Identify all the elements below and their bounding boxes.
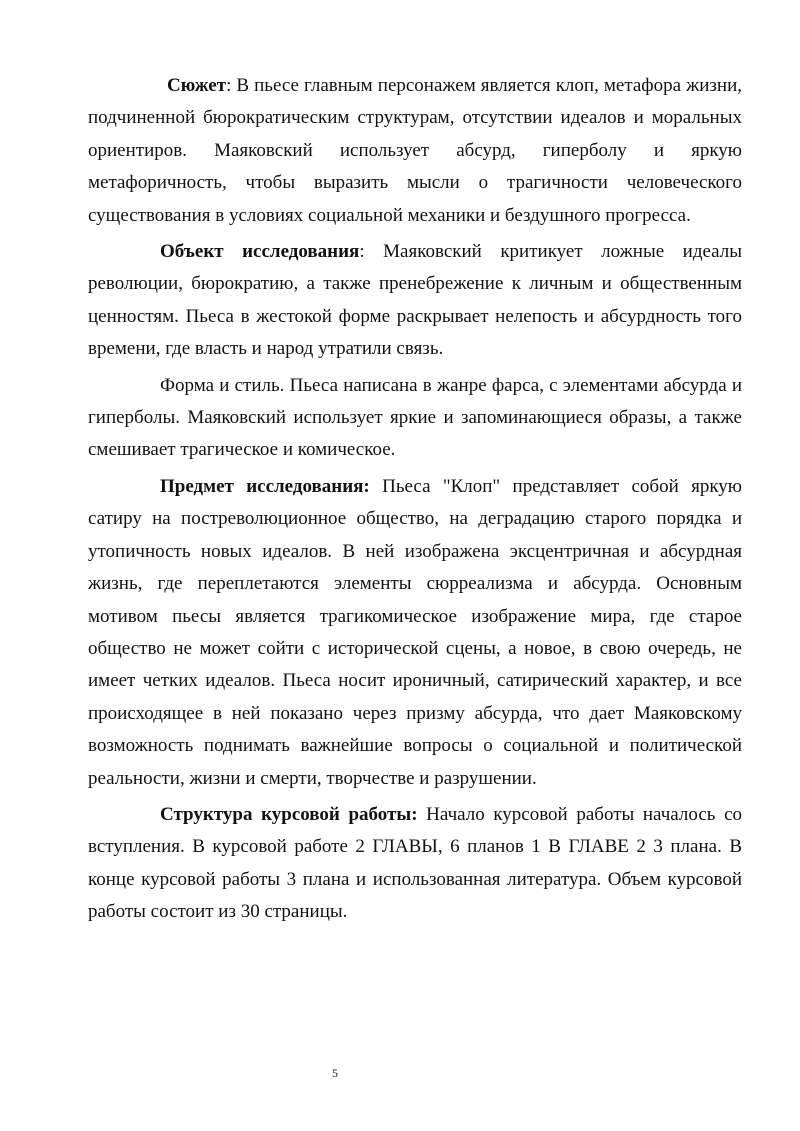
- paragraph-form-style: [88, 370, 742, 467]
- paragraph-structure: [88, 799, 742, 929]
- paragraph-research-subject: [88, 471, 742, 795]
- page-number: 5: [332, 1066, 338, 1080]
- paragraph-research-object: [88, 236, 742, 366]
- text-plot: : В пьесе главным персонажем является клоп, метафора жизни, подчиненной бюрократическим структурам, отсутствии идеалов и моральных ориентиров. Маяковский использует абсурд, гиперболу и яркую метафоричность, чтобы выразить мысли о трагичности человеческого существования в условиях социальной механики и бездушного прогресса.: [88, 75, 742, 226]
- page-body: [88, 70, 742, 929]
- text-research-subject: Пьеса "Клоп" представляет собой яркую сатиру на постреволюционное общество, на деградацию старого порядка и утопичность новых идеалов. В ней изображена эксцентричная и абсурдная жизнь, где переплетаются элементы сюрреализма и абсурда. Основным мотивом пьесы является трагикомическое изображение мира, где старое общество не может сойти с исторической сцены, а новое, в свою очередь, не имеет четких идеалов. Пьеса носит ироничный, сатирический характер, и все происходящее в ней показано через призму абсурда, что дает Маяковскому возможность поднимать важнейшие вопросы о социальной и политической реальности, жизни и смерти, творчестве и разрушении.: [88, 475, 742, 789]
- text-form-style: Форма и стиль. Пьеса написана в жанре фарса, с элементами абсурда и гиперболы. Маяковский использует яркие и запоминающиеся образы, а также смешивает трагическое и комическое.: [88, 374, 742, 461]
- text-research-object: : Маяковский критикует ложные идеалы революции, бюрократию, а также пренебрежение к личным и общественным ценностям. Пьеса в жестокой форме раскрывает нелепость и абсурдность того времени, где власть и народ утратили связь.: [88, 241, 743, 360]
- heading-research-subject: Предмет исследования:: [160, 475, 370, 497]
- heading-research-object: Объект исследования: [160, 241, 360, 263]
- heading-plot: Сюжет: [167, 75, 227, 96]
- text-structure: Начало курсовой работы началось со вступления. В курсовой работе 2 ГЛАВЫ, 6 планов 1 В ГЛАВЕ 2 3 плана. В конце курсовой работы 3 плана и использованная литература. Объем курсовой работы состоит из 30 страницы.: [88, 803, 742, 923]
- paragraph-plot: [88, 70, 742, 232]
- heading-structure: Структура курсовой работы:: [160, 803, 418, 825]
